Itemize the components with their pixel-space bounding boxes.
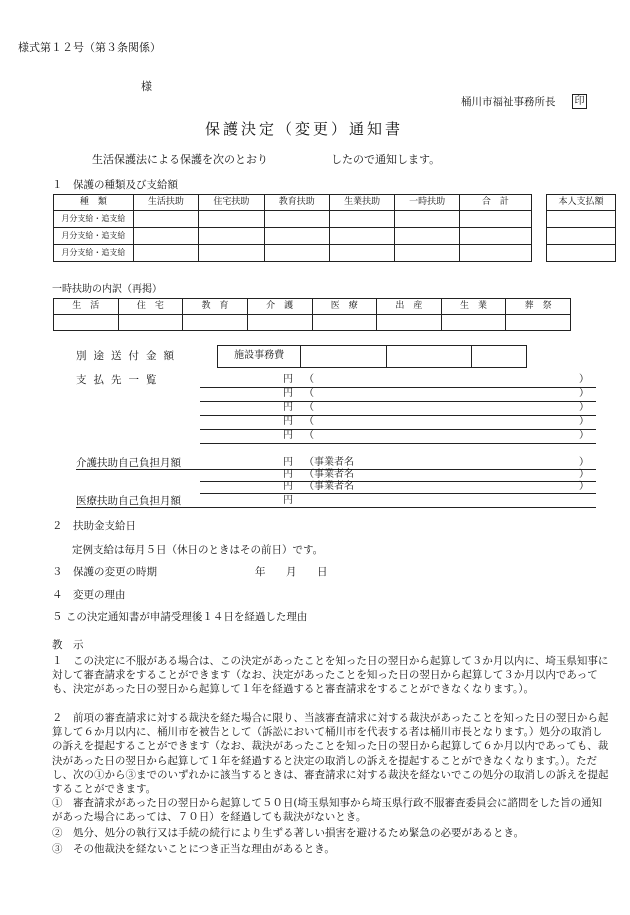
instruction-item-1: １ この決定に不服がある場合は、この決定があったことを知った日の翌日から起算して３か月以内に、埼玉県知事に対して審査請求をすることができます（なお、決定があったことを知った日の翌日から起算して３か月以内であっても、決定があった日の翌日から起算して１年を経過すると審査請求をすることができなくなります。）。 xyxy=(52,655,609,696)
section3-month: 月 xyxy=(286,566,297,578)
section2-heading: ２ 扶助金支給日 xyxy=(52,520,136,532)
separate-delivery-label: 別途送付金額 xyxy=(76,350,181,362)
section1-heading: １ 保護の種類及び支給額 xyxy=(52,179,178,191)
section5-heading: ５ この決定通知書が申請受理後１４日を経過した理由 xyxy=(52,611,308,623)
col-education: 教育扶助 xyxy=(264,195,329,211)
temp-col-housing: 住 宅 xyxy=(118,299,183,315)
form-number: 様式第１２号（第３条関係） xyxy=(18,41,161,54)
instruction-sub-3: ③ その他裁決を経ないことにつき正当な理由があるとき。 xyxy=(52,843,335,855)
temp-col-childbirth: 出 産 xyxy=(377,299,442,315)
instruction-sub-2: ② 処分、処分の執行又は手続の続行により生ずる著しい損害を避けるため緊急の必要があるとき。 xyxy=(52,827,525,839)
col-type: 種 類 xyxy=(54,195,134,211)
temp-col-occupation: 生 業 xyxy=(441,299,506,315)
instruction-item-2: ２ 前項の審査請求に対する裁決を経た場合に限り、当該審査請求に対する裁決があったことを知った日の翌日から起算して６か月以内に、桶川市を被告として（訴訟において桶川市を代表する者は桶川市長となります。）処分の取消しの訴えを提起することができます（なお、裁決があったことを知った日の翌日から起算して６か月以内であっても、裁決があった日の翌日から起算して１年を経過すると決定の取消しの訴えを提起することができなくなります。）。ただし、次の①から③までのいずれかに該当するときは、審査請求に対する裁決を経ないでこの処分の取消しの訴えを提起することができます。 xyxy=(52,712,609,796)
intro-right: したので通知します。 xyxy=(331,153,441,166)
benefit-table xyxy=(53,194,532,262)
medical-self-pay-label: 医療扶助自己負担月額 xyxy=(76,495,181,507)
row-label: 月分支給・追支給 xyxy=(54,228,134,245)
temp-col-care: 介 護 xyxy=(247,299,312,315)
row-label: 月分支給・追支給 xyxy=(54,245,134,262)
instructions-heading: 教 示 xyxy=(52,639,84,651)
table-row xyxy=(54,245,532,262)
col-housing: 住宅扶助 xyxy=(199,195,264,211)
temp-col-funeral: 葬 祭 xyxy=(506,299,571,315)
seal-mark: 印 xyxy=(572,94,587,109)
col-temporary: 一時扶助 xyxy=(395,195,459,211)
facility-fee-label: 施設事務費 xyxy=(218,346,301,368)
col-occupation: 生業扶助 xyxy=(329,195,394,211)
col-living: 生活扶助 xyxy=(133,195,198,211)
care-self-pay-label: 介護扶助自己負担月額 xyxy=(76,457,181,469)
temp-col-medical: 医 療 xyxy=(312,299,377,315)
instruction-sub-1: ① 審査請求があった日の翌日から起算して５０日(埼玉県知事から埼玉県行政不服審査委員会に諮問をした旨の通知があった場合にあっては、７０日）を経過しても裁決がないとき。 xyxy=(52,797,602,824)
section3-day: 日 xyxy=(317,566,328,578)
self-pay-table xyxy=(546,194,616,262)
self-pay-header: 本人支払額 xyxy=(547,195,616,211)
table-row xyxy=(54,211,532,228)
page-title: 保護決定（変更）通知書 xyxy=(205,120,404,138)
benefit-header-row xyxy=(54,195,532,211)
section3-heading: ３ 保護の変更の時期 xyxy=(52,566,157,578)
section3-year: 年 xyxy=(255,566,266,578)
temp-breakdown-table xyxy=(53,298,571,331)
addressee-suffix: 様 xyxy=(141,80,152,93)
medical-yen: 円 xyxy=(283,495,293,506)
section2-text: 定例支給は毎月５日（休日のときはその前日）です。 xyxy=(72,544,324,556)
row-label: 月分支給・追支給 xyxy=(54,211,134,228)
table-row xyxy=(54,228,532,245)
temp-col-living: 生 活 xyxy=(54,299,119,315)
temp-breakdown-heading: 一時扶助の内訳（再掲） xyxy=(52,284,162,295)
intro-left: 生活保護法による保護を次のとおり xyxy=(92,153,268,166)
section4-heading: ４ 変更の理由 xyxy=(52,589,126,601)
issuer: 桶川市福祉事務所長 xyxy=(461,96,556,108)
col-total: 合 計 xyxy=(459,195,531,211)
payee-list-label: 支払先一覧 xyxy=(76,374,164,386)
delivery-table xyxy=(217,345,527,368)
temp-col-education: 教 育 xyxy=(183,299,248,315)
